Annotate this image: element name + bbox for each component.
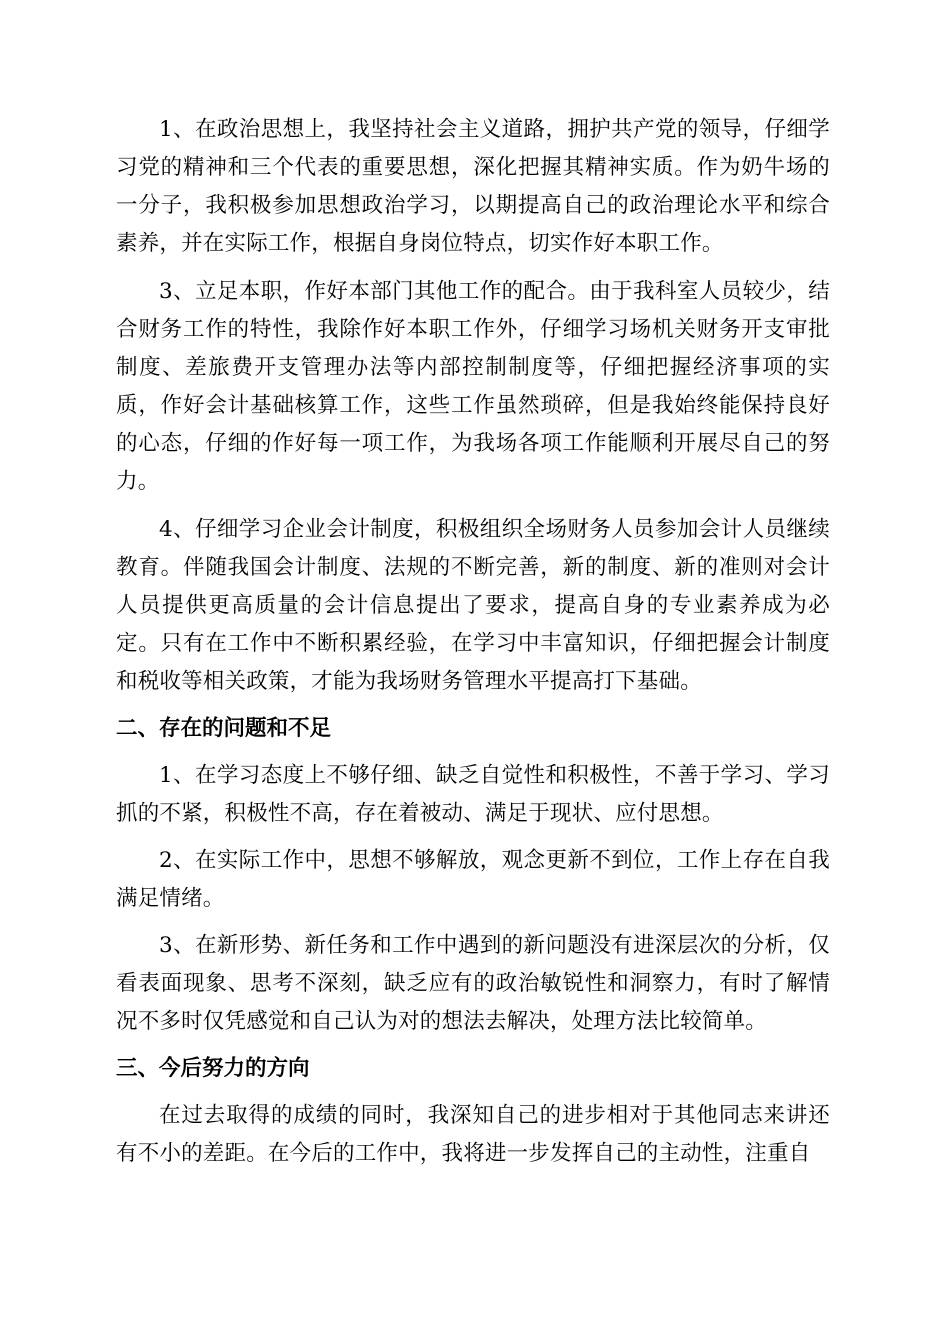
- paragraph-spacer: [116, 263, 830, 273]
- heading-future-direction: 三、今后努力的方向: [116, 1056, 310, 1081]
- paragraph-spacer: [116, 1041, 830, 1050]
- paragraph-future-work: 在过去取得的成绩的同时，我深知自己的进步相对于其他同志来讲还有不小的差距。在今后的工作中，我将进一步发挥自己的主动性，注重自: [116, 1103, 830, 1166]
- document-page: [116, 111, 830, 1173]
- paragraph-spacer: [116, 748, 830, 757]
- heading-problems: 二、存在的问题和不足: [116, 716, 332, 741]
- paragraph-job-cooperation: 3、立足本职，作好本部门其他工作的配合。由于我科室人员较少，结合财务工作的特性，我除作好本职工作外，仔细学习场机关财务开支审批制度、差旅费开支管理办法等内部控制制度等，仔细把握经济事项的实质，作好会计基础核算工作，这些工作虽然琐碎，但是我始终能保持良好的心态，仔细的作好每一项工作，为我场各项工作能顺利开展尽自己的努力。: [116, 279, 830, 494]
- paragraph-spacer: [116, 833, 830, 842]
- paragraph-spacer: [116, 701, 830, 710]
- paragraph-spacer: [116, 501, 830, 511]
- paragraph-spacer: [116, 1088, 830, 1097]
- paragraph-political-thought: 1、在政治思想上，我坚持社会主义道路，拥护共产党的领导，仔细学习党的精神和三个代表的重要思想，深化把握其精神实质。作为奶牛场的一分子，我积极参加思想政治学习，以期提高自己的政治理论水平和综合素养，并在实际工作，根据自身岗位特点，切实作好本职工作。: [116, 117, 830, 256]
- paragraph-spacer: [116, 918, 830, 927]
- paragraph-problem-thinking: 2、在实际工作中，思想不够解放，观念更新不到位，工作上存在自我满足情绪。: [116, 848, 830, 911]
- paragraph-problem-attitude: 1、在学习态度上不够仔细、缺乏自觉性和积极性，不善于学习、学习抓的不紧，积极性不高，存在着被动、满足于现状、应付思想。: [116, 763, 830, 826]
- paragraph-problem-analysis: 3、在新形势、新任务和工作中遇到的新问题没有进深层次的分析，仅看表面现象、思考不深刻，缺乏应有的政治敏锐性和洞察力，有时了解情况不多时仅凭感觉和自己认为对的想法去解决，处理方法比较简单。: [116, 933, 830, 1034]
- paragraph-accounting-study: 4、仔细学习企业会计制度，积极组织全场财务人员参加会计人员继续教育。伴随我国会计制度、法规的不断完善，新的制度、新的准则对会计人员提供更高质量的会计信息提出了要求，提高自身的专业素养成为必定。只有在工作中不断积累经验，在学习中丰富知识，仔细把握会计制度和税收等相关政策，才能为我场财务管理水平提高打下基础。: [116, 517, 830, 694]
